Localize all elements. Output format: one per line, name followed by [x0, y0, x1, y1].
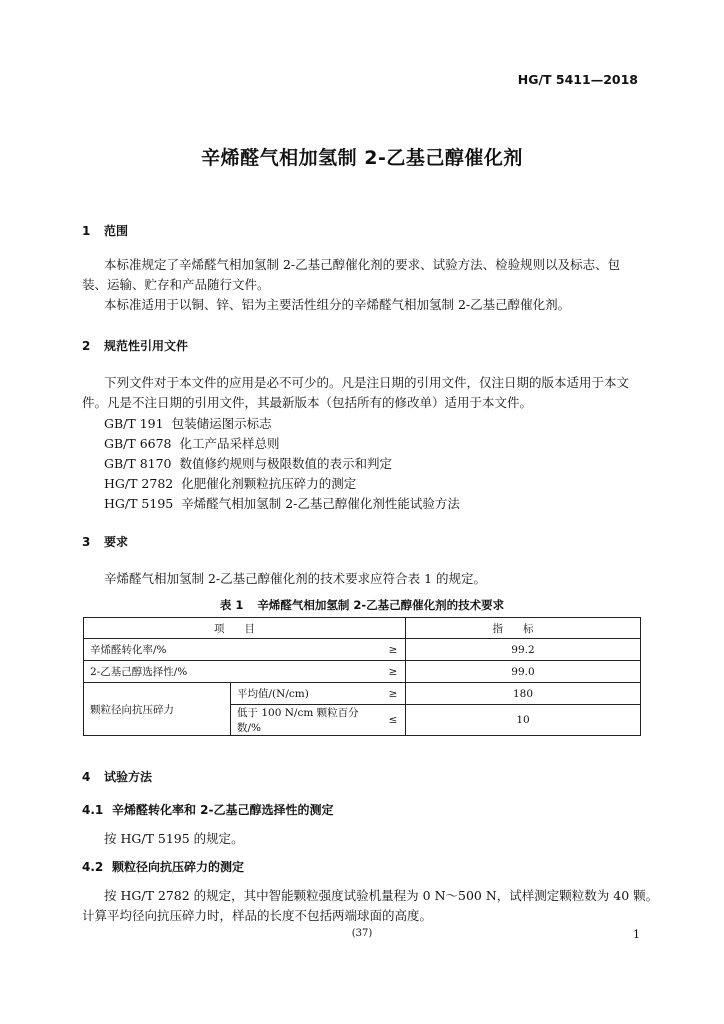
section-title: 试验方法 [104, 770, 153, 784]
row-symbol: ≥ [381, 639, 406, 661]
row-symbol: ≤ [381, 705, 406, 736]
reference-title: 化工产品采样总则 [179, 436, 280, 451]
footer-page-label: (37) [351, 928, 373, 939]
subsection-4-2-paragraph-line: 计算平均径向抗压碎力时，样品的长度不包括两端球面的高度。 [82, 908, 433, 923]
section-2-paragraph-line: 件。凡是不注日期的引用文件，其最新版本（包括所有的修改单）适用于本文件。 [82, 395, 533, 410]
reference-item [104, 494, 460, 512]
subsection-number: 4.2 [82, 860, 104, 874]
document-title: 辛烯醛气相加氢制 2-乙基己醇催化剂 [201, 147, 523, 169]
row-value: 10 [406, 705, 641, 736]
row-name: 2-乙基己醇选择性/% [84, 661, 382, 683]
subsection-4-1-heading [82, 801, 334, 818]
section-number: 1 [82, 224, 91, 238]
footer-page-number: 1 [633, 928, 640, 941]
reference-item [104, 474, 356, 492]
row-name: 辛烯醛转化率/% [84, 639, 382, 661]
section-title: 规范性引用文件 [104, 339, 189, 353]
requirements-table [83, 617, 641, 736]
section-3-heading [82, 533, 128, 550]
reference-title: 包装储运图示标志 [171, 416, 272, 431]
row-value: 99.2 [406, 639, 641, 661]
reference-code: HG/T 2782 [104, 476, 174, 491]
reference-code: GB/T 191 [104, 416, 164, 431]
section-3-paragraph: 辛烯醛气相加氢制 2-乙基己醇催化剂的技术要求应符合表 1 的规定。 [104, 571, 487, 586]
reference-title: 数值修约规则与极限数值的表示和判定 [179, 456, 393, 471]
reference-code: GB/T 6678 [104, 436, 172, 451]
subsection-number: 4.1 [82, 803, 104, 817]
section-4-heading [82, 768, 152, 785]
reference-code: HG/T 5195 [104, 496, 174, 511]
section-1-paragraph-line: 装、运输、贮存和产品随行文件。 [82, 277, 270, 292]
subsection-title: 颗粒径向抗压碎力的测定 [112, 860, 245, 874]
reference-code: GB/T 8170 [104, 456, 172, 471]
reference-title: 化肥催化剂颗粒抗压碎力的测定 [181, 476, 357, 491]
section-1-paragraph-line: 本标准规定了辛烯醛气相加氢制 2-乙基己醇催化剂的要求、试验方法、检验规则以及标志、包 [104, 257, 621, 272]
table-title: 辛烯醛气相加氢制 2-乙基己醇催化剂的技术要求 [257, 598, 505, 612]
header-value-cell: 指标 [406, 618, 641, 639]
row-symbol: ≥ [381, 661, 406, 683]
row-value: 180 [406, 683, 641, 705]
section-title: 范围 [104, 224, 129, 238]
section-2-paragraph-line: 下列文件对于本文件的应用是必不可少的。凡是注日期的引用文件，仅注日期的版本适用于本文 [104, 375, 630, 390]
subsection-title: 辛烯醛转化率和 2-乙基己醇选择性的测定 [112, 803, 334, 817]
group-name: 颗粒径向抗压碎力 [84, 683, 231, 736]
table-row [84, 639, 641, 661]
section-number: 3 [82, 535, 91, 549]
row-name: 低于 100 N/cm 颗粒百分数/% [231, 705, 382, 736]
reference-item [104, 434, 280, 452]
section-number: 4 [82, 770, 91, 784]
standard-code: HG/T 5411—2018 [517, 72, 638, 87]
subsection-4-2-heading [82, 858, 244, 875]
row-symbol: ≥ [381, 683, 406, 705]
table-label: 表 1 [219, 598, 244, 612]
section-number: 2 [82, 339, 91, 353]
table-header-row [84, 618, 641, 639]
row-value: 99.0 [406, 661, 641, 683]
table-row [84, 661, 641, 683]
reference-item [104, 414, 272, 432]
section-1-heading [82, 222, 128, 239]
reference-item [104, 454, 392, 472]
row-name: 平均值/(N/cm) [231, 683, 382, 705]
table-caption [0, 597, 724, 613]
section-title: 要求 [104, 535, 129, 549]
subsection-4-1-paragraph: 按 HG/T 5195 的规定。 [104, 831, 244, 846]
header-item-cell: 项目 [84, 618, 406, 639]
section-2-heading [82, 337, 188, 354]
subsection-4-2-paragraph-line: 按 HG/T 2782 的规定，其中智能颗粒强度试验机量程为 0 N～500 N，试样测定颗粒数为 40 颗。 [104, 888, 659, 903]
section-1-paragraph: 本标准适用于以铜、锌、铝为主要活性组分的辛烯醛气相加氢制 2-乙基己醇催化剂。 [104, 297, 571, 312]
reference-title: 辛烯醛气相加氢制 2-乙基己醇催化剂性能试验方法 [181, 496, 460, 511]
table-row [84, 683, 641, 705]
